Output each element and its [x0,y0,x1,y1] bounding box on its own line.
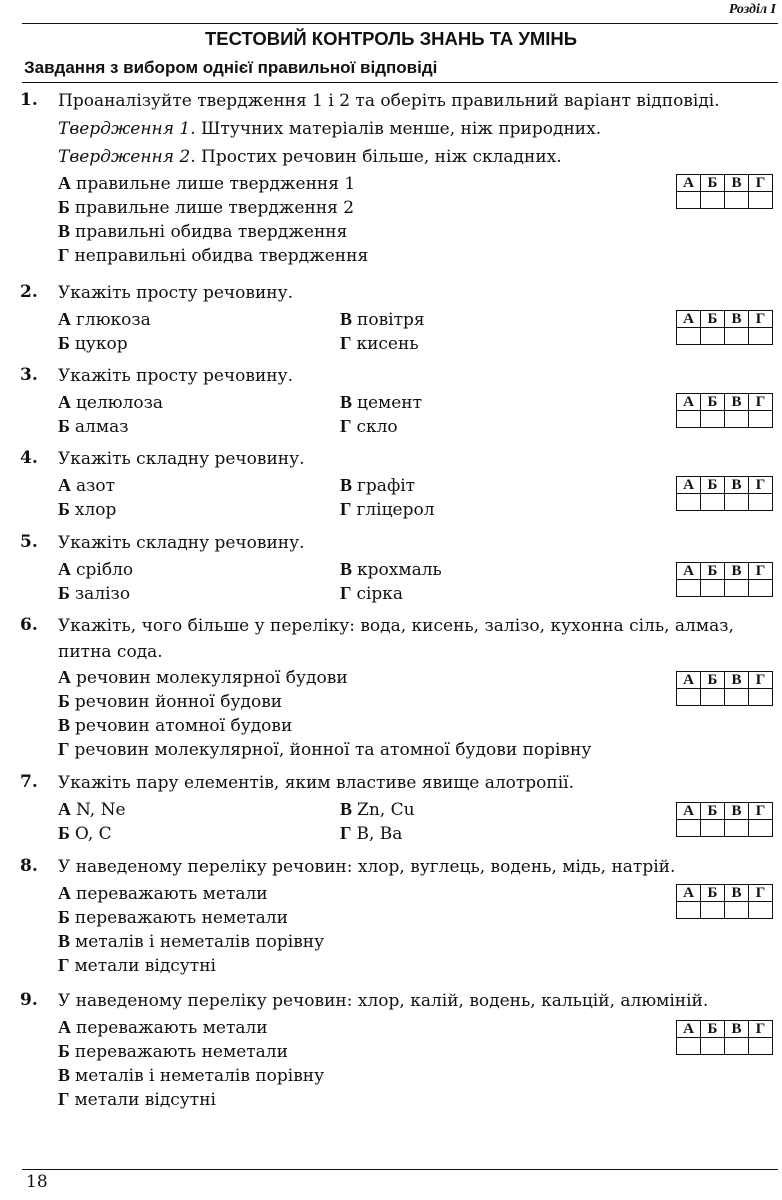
answer-cell-c[interactable] [725,689,749,706]
answer-cell-b[interactable] [701,689,725,706]
answer-cell-c[interactable] [725,494,749,511]
question-text: Укажіть пару елементів, яким властиве явище алотропії. [58,773,574,793]
question-text: У наведеному переліку речовин: хлор, вуглець, водень, мідь, натрій. [58,857,676,877]
question-text: Укажіть просту речовину. [58,283,294,303]
answer-grid[interactable]: А Б В Г [676,1020,773,1055]
option-d[interactable]: Г гліцерол [340,499,435,520]
page-number: 18 [26,1172,48,1192]
answer-grid[interactable]: А Б В Г [676,562,773,597]
question-number: 3. [20,365,38,385]
option-b[interactable]: Б переважають неметали [58,1041,288,1062]
option-d[interactable]: Г метали відсутні [58,1089,216,1110]
option-b[interactable]: Б алмаз [58,416,129,437]
footer-rule [22,1169,778,1170]
answer-cell-d[interactable] [749,328,773,345]
statement-1-text: Штучних матеріалів менше, ніж природних. [195,119,602,139]
answer-cell-b[interactable] [701,902,725,919]
answer-cell-d[interactable] [749,1038,773,1055]
option-c[interactable]: В правильні обидва твердження [58,221,348,242]
option-c[interactable]: В Zn, Cu [340,799,415,820]
answer-cell-a[interactable] [677,494,701,511]
answer-grid[interactable]: А Б В Г [676,310,773,345]
option-c[interactable]: В цемент [340,392,423,413]
question-text: Укажіть складну речовину. [58,533,305,553]
option-b[interactable]: Б хлор [58,499,117,520]
answer-cell-b[interactable] [701,580,725,597]
option-b[interactable]: Б цукор [58,333,128,354]
answer-cell-a[interactable] [677,820,701,837]
answer-cell-d[interactable] [749,902,773,919]
option-c[interactable]: В металів і неметалів порівну [58,931,325,952]
statement-2 [58,146,562,168]
question-number: 4. [20,448,38,468]
answer-cell-c[interactable] [725,411,749,428]
answer-cell-d[interactable] [749,411,773,428]
statement-1 [58,118,601,140]
answer-cell-b[interactable] [701,1038,725,1055]
answer-cell-c[interactable] [725,580,749,597]
option-a[interactable]: А речовин молекулярної будови [58,667,348,688]
statement-2-text: Простих речовин більше, ніж складних. [195,147,562,167]
option-c[interactable]: В графіт [340,475,416,496]
question-text: Проаналізуйте твердження 1 і 2 та оберіть правильний варіант відповіді. [58,91,720,111]
option-a[interactable]: А целюлоза [58,392,164,413]
answer-cell-d[interactable] [749,820,773,837]
question-text: Укажіть, чого більше у переліку: вода, кисень, залізо, кухонна сіль, алмаз, [58,616,734,636]
option-d[interactable]: Г кисень [340,333,419,354]
answer-grid[interactable]: А Б В Г [676,884,773,919]
question-text: Укажіть складну речовину. [58,449,305,469]
option-a[interactable]: А N, Ne [58,799,126,820]
option-a[interactable]: А правильне лише твердження 1 [58,173,356,194]
answer-grid[interactable]: А Б В Г [676,802,773,837]
option-a[interactable]: А азот [58,475,116,496]
answer-cell-d[interactable] [749,580,773,597]
option-c[interactable]: В речовин атомної будови [58,715,293,736]
answer-cell-d[interactable] [749,689,773,706]
question-number: 2. [20,282,38,302]
option-a[interactable]: А переважають метали [58,883,268,904]
answer-cell-b[interactable] [701,411,725,428]
answer-grid[interactable]: А Б В Г [676,393,773,428]
answer-cell-c[interactable] [725,820,749,837]
option-b[interactable]: Б правильне лише твердження 2 [58,197,355,218]
answer-cell-c[interactable] [725,1038,749,1055]
answer-grid[interactable]: А Б В Г [676,671,773,706]
option-d[interactable]: Г скло [340,416,398,437]
answer-cell-a[interactable] [677,689,701,706]
answer-cell-c[interactable] [725,902,749,919]
answer-cell-a[interactable] [677,328,701,345]
answer-cell-b[interactable] [701,820,725,837]
answer-cell-b[interactable] [701,494,725,511]
question-text: У наведеному переліку речовин: хлор, калій, водень, кальцій, алюміній. [58,991,709,1011]
statement-1-label: Твердження 1. [58,119,196,139]
statement-2-label: Твердження 2. [58,147,196,167]
answer-cell-a[interactable] [677,1038,701,1055]
top-rule [22,23,778,24]
option-c[interactable]: В крохмаль [340,559,442,580]
answer-grid[interactable]: А Б В Г [676,476,773,511]
option-c[interactable]: В повітря [340,309,425,330]
question-number: 1. [20,90,38,110]
answer-cell-c[interactable] [725,192,749,209]
option-b[interactable]: Б речовин йонної будови [58,691,283,712]
option-d[interactable]: Г B, Ba [340,823,403,844]
question-text-continued: питна сода. [58,642,163,662]
answer-cell-b[interactable] [701,328,725,345]
section-label: Розділ I [728,2,776,17]
answer-cell-d[interactable] [749,192,773,209]
task-subtitle: Завдання з вибором однієї правильної відповіді [24,58,438,77]
option-b[interactable]: Б залізо [58,583,131,604]
question-number: 7. [20,772,38,792]
option-a[interactable]: А срібло [58,559,134,580]
question-number: 9. [20,990,38,1010]
option-a[interactable]: А переважають метали [58,1017,268,1038]
question-text: Укажіть просту речовину. [58,366,294,386]
answer-grid[interactable]: А Б В Г [676,174,773,209]
option-b[interactable]: Б O, C [58,823,112,844]
question-number: 5. [20,532,38,552]
answer-cell-a[interactable] [677,192,701,209]
answer-cell-c[interactable] [725,328,749,345]
question-number: 8. [20,856,38,876]
answer-cell-a[interactable] [677,580,701,597]
option-d[interactable]: Г сірка [340,583,404,604]
answer-cell-d[interactable] [749,494,773,511]
option-b[interactable]: Б переважають неметали [58,907,288,928]
question-number: 6. [20,615,38,635]
option-d[interactable]: Г метали відсутні [58,955,216,976]
answer-cell-a[interactable] [677,411,701,428]
answer-cell-b[interactable] [701,192,725,209]
subtitle-rule [22,82,778,83]
option-c[interactable]: В металів і неметалів порівну [58,1065,325,1086]
page-title: ТЕСТОВИЙ КОНТРОЛЬ ЗНАНЬ ТА УМІНЬ [204,28,578,49]
option-d[interactable]: Г неправильні обидва твердження [58,245,369,266]
answer-cell-a[interactable] [677,902,701,919]
option-d[interactable]: Г речовин молекулярної, йонної та атомної будови порівну [58,739,592,760]
option-a[interactable]: А глюкоза [58,309,151,330]
